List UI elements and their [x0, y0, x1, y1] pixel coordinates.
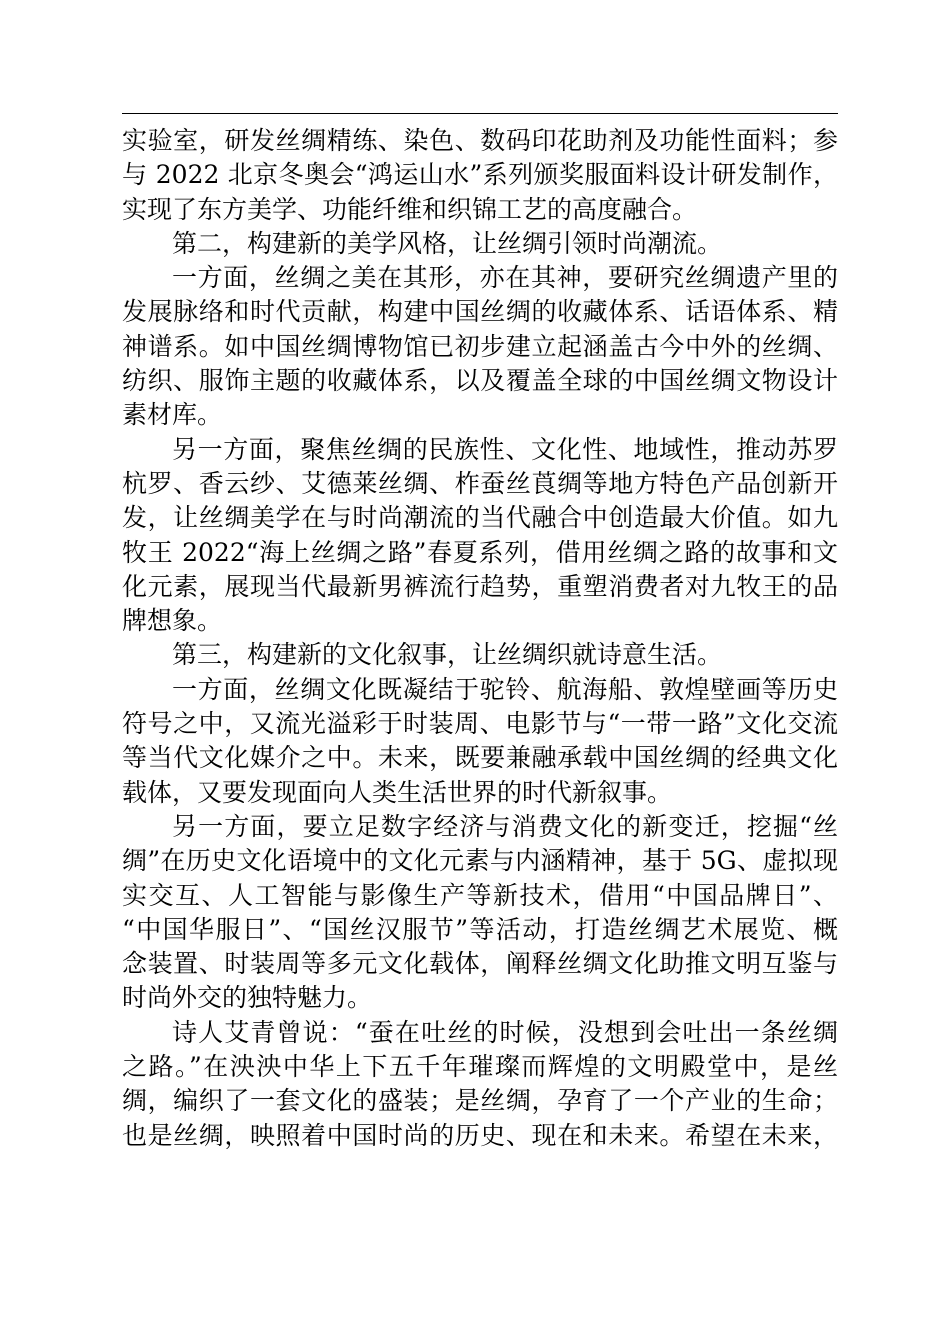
text-line: 一方面，丝绸之美在其形，亦在其神，要研究丝绸遗产里的: [172, 263, 838, 293]
paragraph: [122, 227, 838, 261]
header-rule: [122, 113, 838, 114]
text-line: 化元素，展现当代最新男裤流行趋势，重塑消费者对九牧王的品: [122, 571, 838, 601]
text-line: 等当代文化媒介之中。未来，既要兼融承载中国丝绸的经典文化: [122, 743, 838, 773]
text-line: 素材库。: [122, 400, 223, 430]
text-line: 绸”在历史文化语境中的文化元素与内涵精神，基于 5G、虚拟现: [122, 846, 838, 876]
text-line: 之路。”在泱泱中华上下五千年璀璨而辉煌的文明殿堂中，是丝: [122, 1052, 838, 1082]
text-line: 时尚外交的独特魅力。: [122, 983, 373, 1013]
text-line: 第三，构建新的文化叙事，让丝绸织就诗意生活。: [172, 640, 723, 670]
text-line: 念装置、时装周等多元文化载体，阐释丝绸文化助推文明互鉴与: [122, 949, 838, 979]
text-line: 绸，编织了一套文化的盛装；是丝绸，孕育了一个产业的生命；: [122, 1086, 838, 1116]
paragraph: [122, 433, 838, 639]
text-line: 载体，又要发现面向人类生活世界的时代新叙事。: [122, 777, 673, 807]
text-line: 实验室，研发丝绸精练、染色、数码印花助剂及功能性面料；参: [122, 126, 838, 155]
text-line: 也是丝绸，映照着中国时尚的历史、现在和未来。希望在未来，: [122, 1120, 838, 1150]
text-line: 发，让丝绸美学在与时尚潮流的当代融合中创造最大价值。如九: [122, 503, 838, 533]
paragraph: [122, 124, 838, 227]
text-line: 另一方面，聚焦丝绸的民族性、文化性、地域性，推动苏罗: [172, 434, 838, 464]
article-body: [122, 124, 838, 1153]
text-line: 实现了东方美学、功能纤维和织锦工艺的高度融合。: [122, 194, 698, 224]
text-line: 牌想象。: [122, 606, 223, 636]
text-line: 神谱系。如中国丝绸博物馆已初步建立起涵盖古今中外的丝绸、: [122, 331, 838, 361]
paragraph: [122, 1016, 838, 1153]
text-line: “中国华服日”、“国丝汉服节”等活动，打造丝绸艺术展览、概: [122, 914, 838, 944]
text-line: 另一方面，要立足数字经济与消费文化的新变迁，挖掘“丝: [172, 811, 838, 841]
text-line: 牧王 2022“海上丝绸之路”春夏系列，借用丝绸之路的故事和文: [122, 537, 838, 567]
text-line: 符号之中，又流光溢彩于时装周、电影节与“一带一路”文化交流: [122, 709, 838, 739]
text-line: 纺织、服饰主题的收藏体系，以及覆盖全球的中国丝绸文物设计: [122, 366, 838, 396]
paragraph: [122, 810, 838, 1016]
text-line: 第二，构建新的美学风格，让丝绸引领时尚潮流。: [172, 228, 723, 258]
paragraph: [122, 638, 838, 672]
text-line: 实交互、人工智能与影像生产等新技术，借用“中国品牌日”、: [122, 880, 838, 910]
text-line: 一方面，丝绸文化既凝结于驼铃、航海船、敦煌壁画等历史: [172, 674, 838, 704]
paragraph: [122, 261, 838, 432]
text-line: 与 2022 北京冬奥会“鸿运山水”系列颁奖服面料设计研发制作，: [122, 160, 838, 190]
text-line: 诗人艾青曾说：“蚕在吐丝的时候，没想到会吐出一条丝绸: [172, 1017, 838, 1047]
text-line: 发展脉络和时代贡献，构建中国丝绸的收藏体系、话语体系、精: [122, 297, 838, 327]
paragraph: [122, 673, 838, 810]
text-line: 杭罗、香云纱、艾德莱丝绸、柞蚕丝莨绸等地方特色产品创新开: [122, 468, 838, 498]
